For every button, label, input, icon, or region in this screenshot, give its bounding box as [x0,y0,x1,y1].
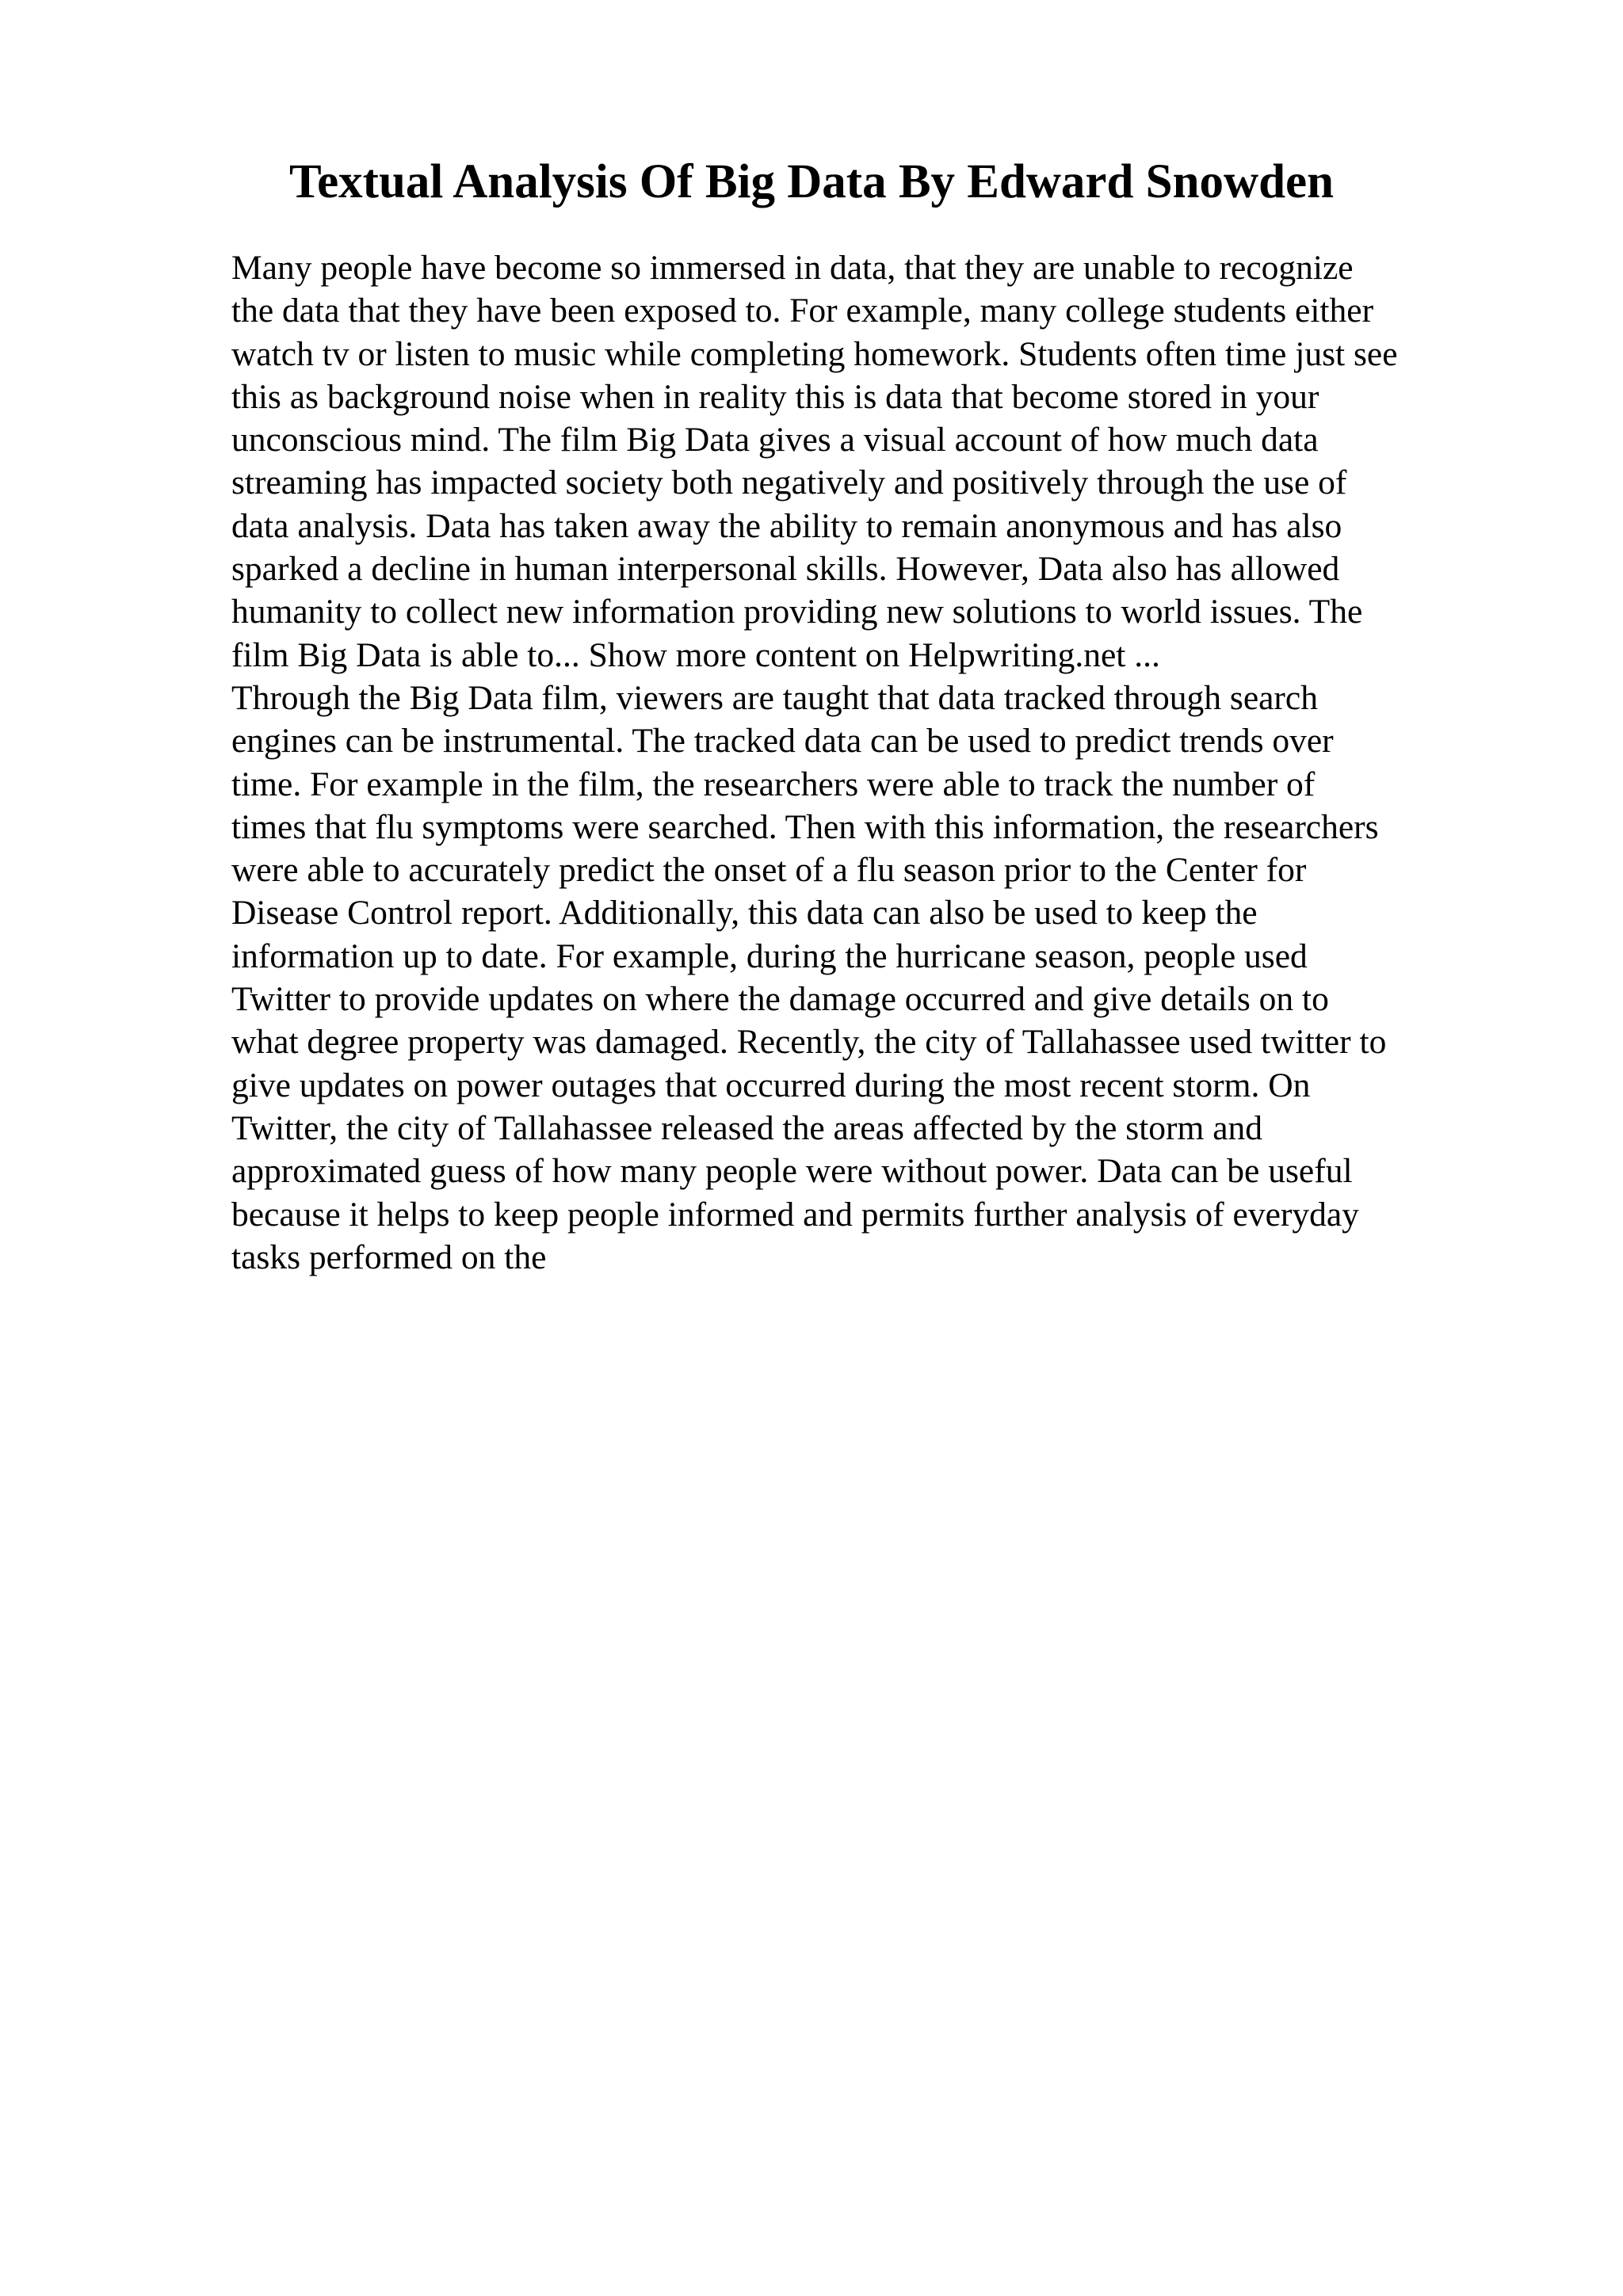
body-line: Through the Big Data film, viewers are taught that data tracked through search [231,678,1318,717]
body-line: give updates on power outages that occurred during the most recent storm. On [231,1066,1311,1104]
body-line: time. For example in the film, the researchers were able to track the number of [231,765,1316,803]
body-line: humanity to collect new information providing new solutions to world issues. The [231,593,1363,631]
body-line: data analysis. Data has taken away the ability to remain anonymous and has also [231,506,1342,545]
body-line: film Big Data is able to... Show more content on Helpwriting.net ... [231,635,1160,674]
body-line: sparked a decline in human interpersonal skills. However, Data also has allowed [231,550,1340,589]
body-line: streaming has impacted society both negatively and positively through the use of [231,463,1347,502]
body-line: information up to date. For example, during the hurricane season, people used [231,936,1308,975]
body-line: Disease Control report. Additionally, this data can also be used to keep the [231,894,1258,933]
body-line: were able to accurately predict the onset of a flu season prior to the Center for [231,851,1307,890]
body-line: engines can be instrumental. The tracked data can be used to predict trends over [231,722,1334,761]
body-line: the data that they have been exposed to. For example, many college students either [231,292,1374,330]
body-line: times that flu symptoms were searched. Then with this information, the researchers [231,807,1379,846]
body-line: Many people have become so immersed in data, that they are unable to recognize [231,249,1354,287]
body-line: this as background noise when in reality this is data that become stored in your [231,377,1319,416]
body-line: because it helps to keep people informed and permits further analysis of everyday [231,1195,1359,1234]
body-line: tasks performed on the [231,1238,547,1276]
body-line: approximated guess of how many people were without power. Data can be useful [231,1152,1353,1191]
document-title: Textual Analysis Of Big Data By Edward Snowden [288,155,1335,208]
body-line: Twitter to provide updates on where the damage occurred and give details on to [231,980,1329,1019]
body-line: watch tv or listen to music while completing homework. Students often time just see [231,334,1398,373]
document-body [231,246,1499,1279]
body-line: what degree property was damaged. Recently, the city of Tallahassee used twitter to [231,1023,1387,1062]
body-line: unconscious mind. The film Big Data gives a visual account of how much data [231,421,1319,460]
body-line: Twitter, the city of Tallahassee released the areas affected by the storm and [231,1108,1263,1147]
